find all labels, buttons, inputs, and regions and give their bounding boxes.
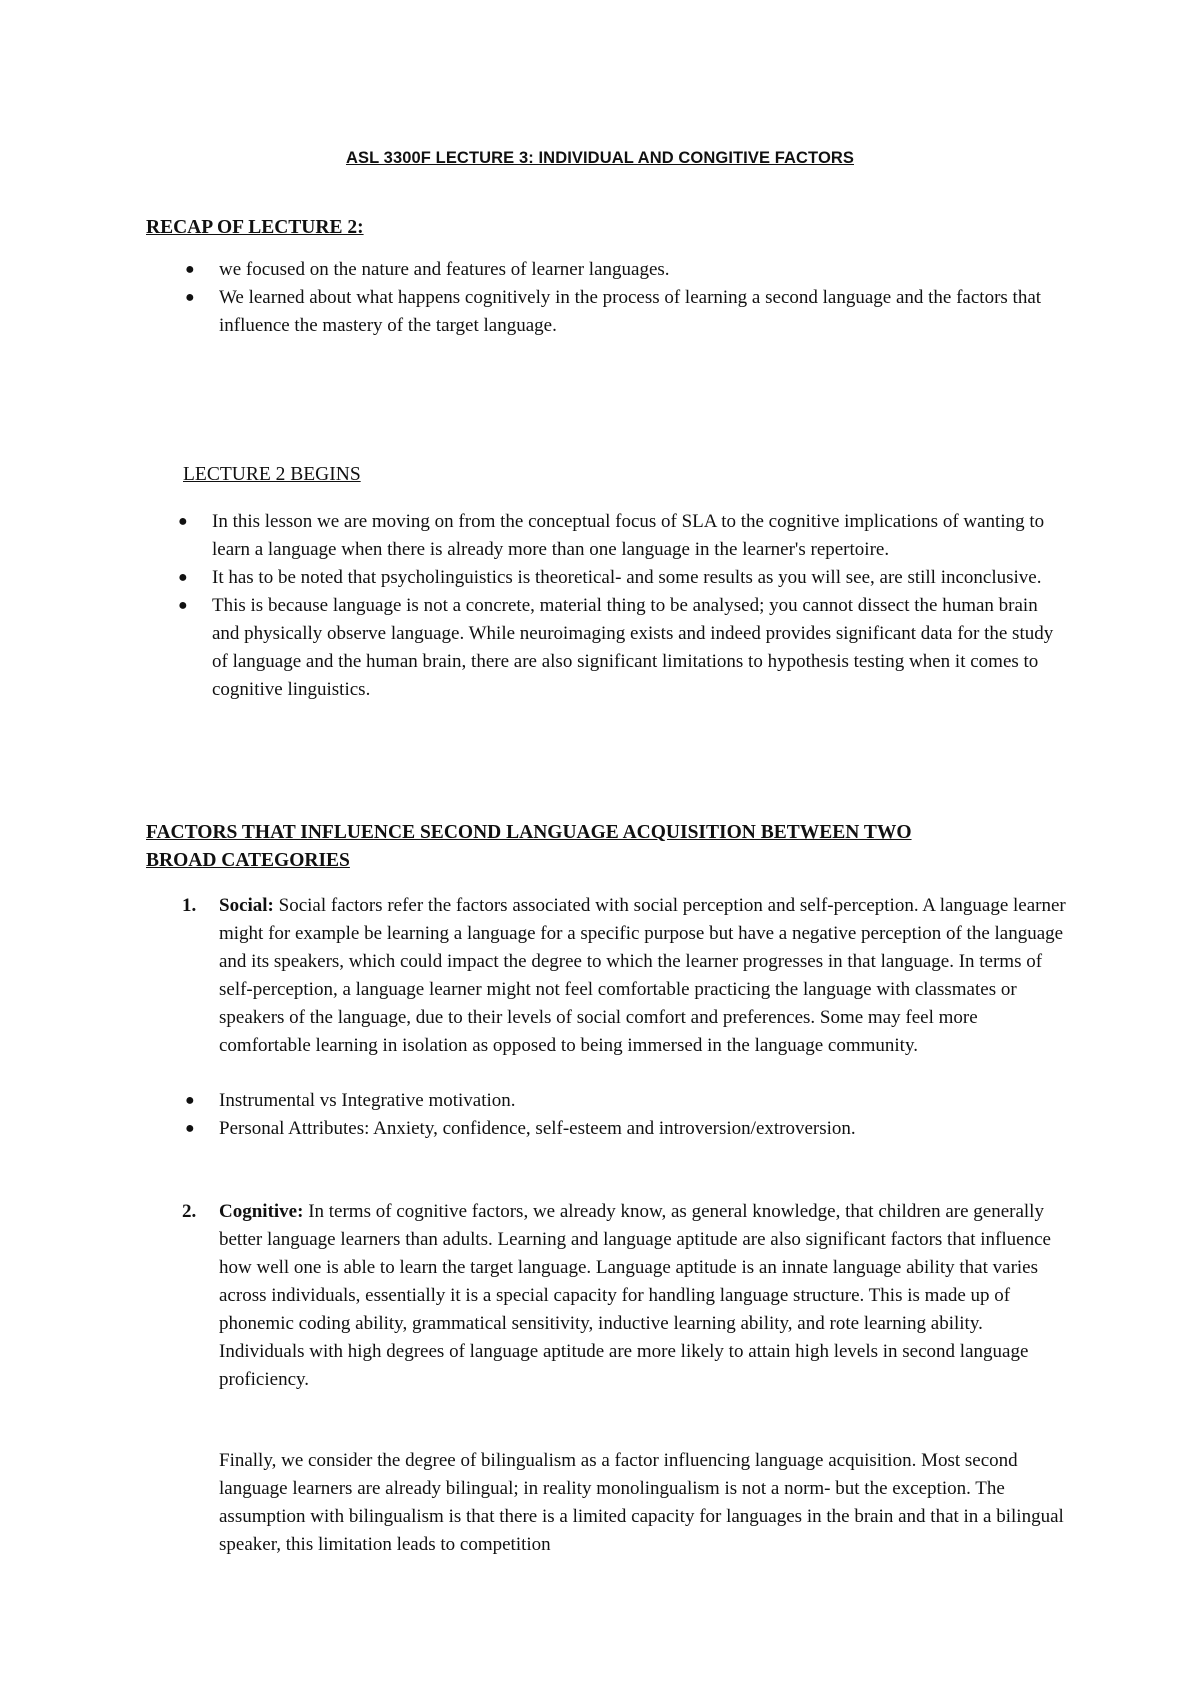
lecture-bullet-text: In this lesson we are moving on from the conceptual focus of SLA to the cognitive implications of wanting to learn a language when there is already more than one language in the learner's repertoire.: [212, 511, 1045, 560]
bullet-icon: ●: [178, 597, 188, 614]
lecture-bullet-text: It has to be noted that psycholinguistics is theoretical- and some results as you will see, are still inconclusive.: [212, 567, 1042, 588]
list-item: [178, 564, 1064, 592]
bullet-icon: ●: [178, 569, 188, 586]
bullet-icon: ●: [185, 1092, 195, 1109]
list-item: [185, 284, 1064, 340]
social-text: Social factors refer the factors associated with social perception and self-perception. A language learner might for example be learning a language for a specific purpose but have a negative perception of the language and its speakers, which could impact the degree to which the learner progresses in that language. In terms of self-perception, a language learner might not feel comfortable practicing the language with classmates or speakers of the language, due to their levels of social comfort and preferences. Some may feel more comfortable learning in isolation as opposed to being immersed in the language community.: [219, 895, 1066, 1056]
list-item: [178, 508, 1064, 564]
list-item-social: [182, 892, 1067, 1060]
term-cognitive: Cognitive:: [219, 1201, 304, 1222]
recap-bullet-text: We learned about what happens cognitively in the process of learning a second language and the factors that influence the mastery of the target language.: [219, 287, 1042, 336]
lecture-bullet-list: [178, 508, 1064, 704]
recap-heading: RECAP OF LECTURE 2:: [146, 217, 364, 238]
item-number: 1.: [182, 895, 197, 916]
cognitive-text: In terms of cognitive factors, we already know, as general knowledge, that children are generally better language learners than adults. Learning and language aptitude are also significant factors that influence how well one is able to learn the target language. Language aptitude is an innate language ability that varies across individuals, essentially it is a special capacity for handling language structure. This is made up of phonemic coding ability, grammatical sensitivity, inductive learning ability, and rote learning ability. Individuals with high degrees of language aptitude are more likely to attain high levels in second language proficiency.: [219, 1201, 1051, 1390]
list-item-cognitive: [182, 1198, 1064, 1394]
lecture-heading: LECTURE 2 BEGINS: [183, 464, 361, 485]
list-item: [185, 1115, 1064, 1143]
document-title: ASL 3300F LECTURE 3: INDIVIDUAL AND CONGITIVE FACTORS: [345, 149, 854, 167]
social-bullet-text: Personal Attributes: Anxiety, confidence, self-esteem and introversion/extroversion.: [219, 1118, 856, 1139]
bullet-icon: ●: [178, 513, 188, 530]
lecture-bullet-text: This is because language is not a concrete, material thing to be analysed; you cannot dissect the human brain and physically observe language. While neuroimaging exists and indeed provides significant data for the study of language and the human brain, there are also significant limitations to hypothesis testing when it comes to cognitive linguistics.: [212, 595, 1054, 700]
social-bullet-text: Instrumental vs Integrative motivation.: [219, 1090, 516, 1111]
item-number: 2.: [182, 1201, 197, 1222]
recap-bullet-text: we focused on the nature and features of learner languages.: [219, 259, 670, 280]
bullet-icon: ●: [185, 261, 195, 278]
factors-numbered-list-2: [182, 1198, 1064, 1394]
social-bullet-list: [185, 1087, 1064, 1143]
bilingualism-paragraph: Finally, we consider the degree of bilingualism as a factor influencing language acquisition. Most second language learners are already bilingual; in reality monolingualism is not a norm- but the exception. The assumption with bilingualism is that there is a limited capacity for languages in the brain and that in a bilingual speaker, this limitation leads to competition: [219, 1450, 1064, 1555]
factors-heading-line-2: BROAD CATEGORIES: [146, 850, 350, 871]
list-item: [185, 1087, 1064, 1115]
list-item: [185, 256, 1064, 284]
list-item: [178, 592, 1064, 704]
factors-numbered-list: [182, 892, 1067, 1060]
bullet-icon: ●: [185, 1120, 195, 1137]
term-social: Social:: [219, 895, 274, 916]
recap-bullet-list: [185, 256, 1064, 340]
bullet-icon: ●: [185, 289, 195, 306]
factors-heading-line-1: FACTORS THAT INFLUENCE SECOND LANGUAGE ACQUISITION BETWEEN TWO: [146, 822, 912, 843]
